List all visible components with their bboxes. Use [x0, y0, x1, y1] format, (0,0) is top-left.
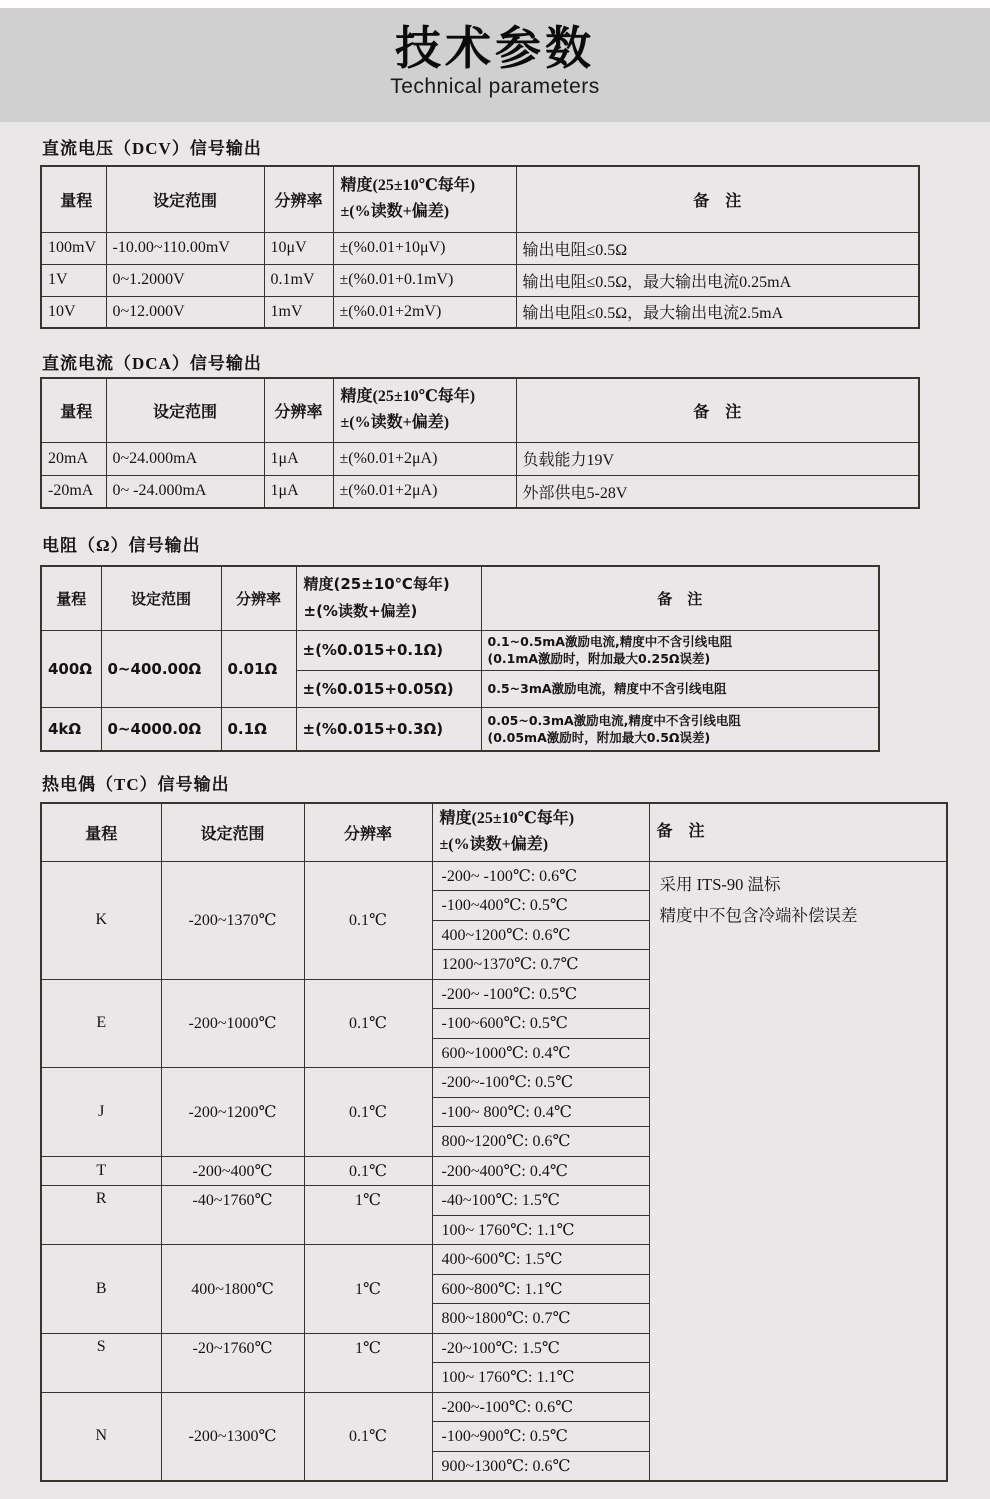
- cell-accuracy: 400~1200℃: 0.6℃: [432, 920, 649, 950]
- cell-remark: 负载能力19V: [516, 442, 919, 475]
- col-header-range: 量程: [41, 803, 161, 861]
- tc-table: [40, 802, 948, 1482]
- cell-range: N: [41, 1392, 161, 1481]
- cell-accuracy: 600~1000℃: 0.4℃: [432, 1038, 649, 1068]
- col-header-accuracy: [432, 803, 649, 861]
- col-header-remark: 备 注: [481, 566, 879, 630]
- tc-header-row: [41, 803, 947, 861]
- cell-remark: [481, 630, 879, 670]
- col-header-remark: 备 注: [516, 166, 919, 232]
- cell-accuracy: ±(%0.01+2μA): [333, 475, 516, 508]
- cell-range: S: [41, 1333, 161, 1392]
- table-row: [41, 232, 919, 264]
- col-header-range: 量程: [41, 166, 106, 232]
- cell-remark: 外部供电5-28V: [516, 475, 919, 508]
- cell-accuracy: ±(%0.015+0.1Ω): [296, 630, 481, 670]
- cell-range: 4kΩ: [41, 707, 101, 751]
- dca-table: [40, 377, 920, 509]
- cell-range: 100mV: [41, 232, 106, 264]
- accuracy-header-line1: 精度(25±10℃每年): [439, 810, 575, 828]
- cell-accuracy: ±(%0.015+0.05Ω): [296, 670, 481, 707]
- dcv-header-row: [41, 166, 919, 232]
- col-header-set-range: 设定范围: [106, 378, 264, 442]
- cell-remark: [481, 707, 879, 751]
- col-header-accuracy: [333, 378, 516, 442]
- top-white-strip: [0, 0, 990, 8]
- cell-resolution: 0.1℃: [304, 1068, 432, 1157]
- cell-accuracy: -100~ 800℃: 0.4℃: [432, 1097, 649, 1127]
- col-header-remark: 备 注: [649, 803, 947, 861]
- cell-range: B: [41, 1245, 161, 1334]
- resistance-header-row: [41, 566, 879, 630]
- accuracy-header-line2: ±(%读数+偏差): [439, 836, 549, 854]
- cell-accuracy: 100~ 1760℃: 1.1℃: [432, 1363, 649, 1393]
- cell-set-range: -200~1370℃: [161, 861, 304, 979]
- cell-range: K: [41, 861, 161, 979]
- col-header-remark: 备 注: [516, 378, 919, 442]
- table-row: [41, 707, 879, 751]
- remark-line2: (0.1mA激励时，附加最大0.25Ω误差): [487, 651, 711, 666]
- cell-set-range: 0~1.2000V: [106, 264, 264, 296]
- col-header-resolution: 分辨率: [264, 378, 333, 442]
- cell-resolution: 0.1℃: [304, 1156, 432, 1186]
- cell-accuracy: -20~100℃: 1.5℃: [432, 1333, 649, 1363]
- accuracy-header-line2: ±(%读数+偏差): [340, 203, 450, 221]
- cell-set-range: 0~ -24.000mA: [106, 475, 264, 508]
- col-header-set-range: 设定范围: [161, 803, 304, 861]
- cell-resolution: 0.1℃: [304, 1392, 432, 1481]
- cell-set-range: 0~12.000V: [106, 296, 264, 328]
- dcv-table: [40, 165, 920, 329]
- col-header-accuracy: [296, 566, 481, 630]
- cell-accuracy: 400~600℃: 1.5℃: [432, 1245, 649, 1275]
- cell-set-range: -40~1760℃: [161, 1186, 304, 1245]
- cell-accuracy: -100~400℃: 0.5℃: [432, 891, 649, 921]
- cell-resolution: 1℃: [304, 1186, 432, 1245]
- cell-range: R: [41, 1186, 161, 1245]
- cell-resolution: 0.01Ω: [221, 630, 296, 707]
- cell-accuracy: ±(%0.015+0.3Ω): [296, 707, 481, 751]
- cell-remark: 输出电阻≤0.5Ω，最大输出电流2.5mA: [516, 296, 919, 328]
- col-header-resolution: 分辨率: [304, 803, 432, 861]
- cell-accuracy: 800~1800℃: 0.7℃: [432, 1304, 649, 1334]
- page-subtitle: Technical parameters: [390, 75, 600, 98]
- col-header-range: 量程: [41, 378, 106, 442]
- accuracy-header-line1: 精度(25±10℃每年): [303, 575, 450, 594]
- cell-resolution: 0.1℃: [304, 861, 432, 979]
- cell-accuracy: ±(%0.01+10μV): [333, 232, 516, 264]
- cell-resolution: 1℃: [304, 1333, 432, 1392]
- dca-section-title: 直流电流（DCA）信号输出: [42, 354, 262, 373]
- cell-accuracy: ±(%0.01+2μA): [333, 442, 516, 475]
- cell-accuracy: 800~1200℃: 0.6℃: [432, 1127, 649, 1157]
- table-row: [41, 264, 919, 296]
- cell-resolution: 0.1℃: [304, 979, 432, 1068]
- col-header-range: 量程: [41, 566, 101, 630]
- cell-range: 400Ω: [41, 630, 101, 707]
- cell-set-range: 0~400.00Ω: [101, 630, 221, 707]
- cell-resolution: 1mV: [264, 296, 333, 328]
- table-row: [41, 630, 879, 670]
- cell-accuracy: 900~1300℃: 0.6℃: [432, 1451, 649, 1481]
- cell-accuracy: -40~100℃: 1.5℃: [432, 1186, 649, 1216]
- cell-set-range: -200~1300℃: [161, 1392, 304, 1481]
- dcv-section-title: 直流电压（DCV）信号输出: [42, 139, 262, 158]
- cell-set-range: 0~24.000mA: [106, 442, 264, 475]
- col-header-resolution: 分辨率: [221, 566, 296, 630]
- resistance-table: [40, 565, 880, 752]
- table-row: [41, 296, 919, 328]
- table-row: [41, 475, 919, 508]
- cell-resolution: 1℃: [304, 1245, 432, 1334]
- cell-accuracy: 100~ 1760℃: 1.1℃: [432, 1215, 649, 1245]
- cell-accuracy: ±(%0.01+0.1mV): [333, 264, 516, 296]
- cell-resolution: 0.1Ω: [221, 707, 296, 751]
- remark-line1: 0.05~0.3mA激励电流,精度中不含引线电阻: [487, 712, 741, 728]
- table-row: [41, 442, 919, 475]
- remark-line1: 0.5~3mA激励电流，精度中不含引线电阻: [487, 681, 727, 696]
- col-header-resolution: 分辨率: [264, 166, 333, 232]
- cell-accuracy: -200~-100℃: 0.5℃: [432, 1068, 649, 1098]
- cell-accuracy: -100~900℃: 0.5℃: [432, 1422, 649, 1452]
- cell-accuracy: -200~-100℃: 0.6℃: [432, 1392, 649, 1422]
- cell-accuracy: -200~ -100℃: 0.6℃: [432, 861, 649, 891]
- cell-resolution: 1μA: [264, 475, 333, 508]
- cell-range: -20mA: [41, 475, 106, 508]
- cell-set-range: 0~4000.0Ω: [101, 707, 221, 751]
- cell-set-range: -10.00~110.00mV: [106, 232, 264, 264]
- col-header-set-range: 设定范围: [106, 166, 264, 232]
- tc-section-title: 热电偶（TC）信号输出: [42, 775, 230, 794]
- cell-remark: [481, 670, 879, 707]
- cell-set-range: -200~400℃: [161, 1156, 304, 1186]
- remark-line2: (0.05mA激励时，附加最大0.5Ω误差): [487, 729, 711, 745]
- accuracy-header-line2: ±(%读数+偏差): [340, 414, 450, 432]
- col-header-accuracy: [333, 166, 516, 232]
- cell-accuracy: -100~600℃: 0.5℃: [432, 1009, 649, 1039]
- cell-accuracy: -200~400℃: 0.4℃: [432, 1156, 649, 1186]
- page-title: 技术参数: [395, 21, 595, 75]
- resistance-section-title: 电阻（Ω）信号输出: [42, 536, 201, 555]
- cell-resolution: 10μV: [264, 232, 333, 264]
- cell-resolution: 0.1mV: [264, 264, 333, 296]
- cell-remark: [649, 861, 947, 1481]
- cell-range: T: [41, 1156, 161, 1186]
- dca-header-row: [41, 378, 919, 442]
- accuracy-header-line1: 精度(25±10℃每年): [340, 177, 476, 195]
- cell-range: 20mA: [41, 442, 106, 475]
- cell-set-range: -20~1760℃: [161, 1333, 304, 1392]
- cell-set-range: -200~1200℃: [161, 1068, 304, 1157]
- remark-line1: 0.1~0.5mA激励电流,精度中不含引线电阻: [487, 634, 733, 649]
- cell-set-range: 400~1800℃: [161, 1245, 304, 1334]
- cell-remark: 输出电阻≤0.5Ω: [516, 232, 919, 264]
- cell-range: 10V: [41, 296, 106, 328]
- cell-accuracy: 600~800℃: 1.1℃: [432, 1274, 649, 1304]
- remark-line2: 精度中不包含冷端补偿误差: [659, 905, 858, 925]
- cell-set-range: -200~1000℃: [161, 979, 304, 1068]
- cell-remark: 输出电阻≤0.5Ω，最大输出电流0.25mA: [516, 264, 919, 296]
- cell-accuracy: ±(%0.01+2mV): [333, 296, 516, 328]
- table-row: [41, 861, 947, 891]
- cell-accuracy: 1200~1370℃: 0.7℃: [432, 950, 649, 980]
- accuracy-header-line2: ±(%读数+偏差): [303, 602, 418, 621]
- cell-range: 1V: [41, 264, 106, 296]
- col-header-set-range: 设定范围: [101, 566, 221, 630]
- remark-line1: 采用 ITS-90 温标: [659, 874, 781, 894]
- content: [0, 138, 990, 1482]
- cell-range: J: [41, 1068, 161, 1157]
- accuracy-header-line1: 精度(25±10℃每年): [340, 388, 476, 406]
- cell-range: E: [41, 979, 161, 1068]
- cell-accuracy: -200~ -100℃: 0.5℃: [432, 979, 649, 1009]
- page-header: [0, 8, 990, 122]
- cell-resolution: 1μA: [264, 442, 333, 475]
